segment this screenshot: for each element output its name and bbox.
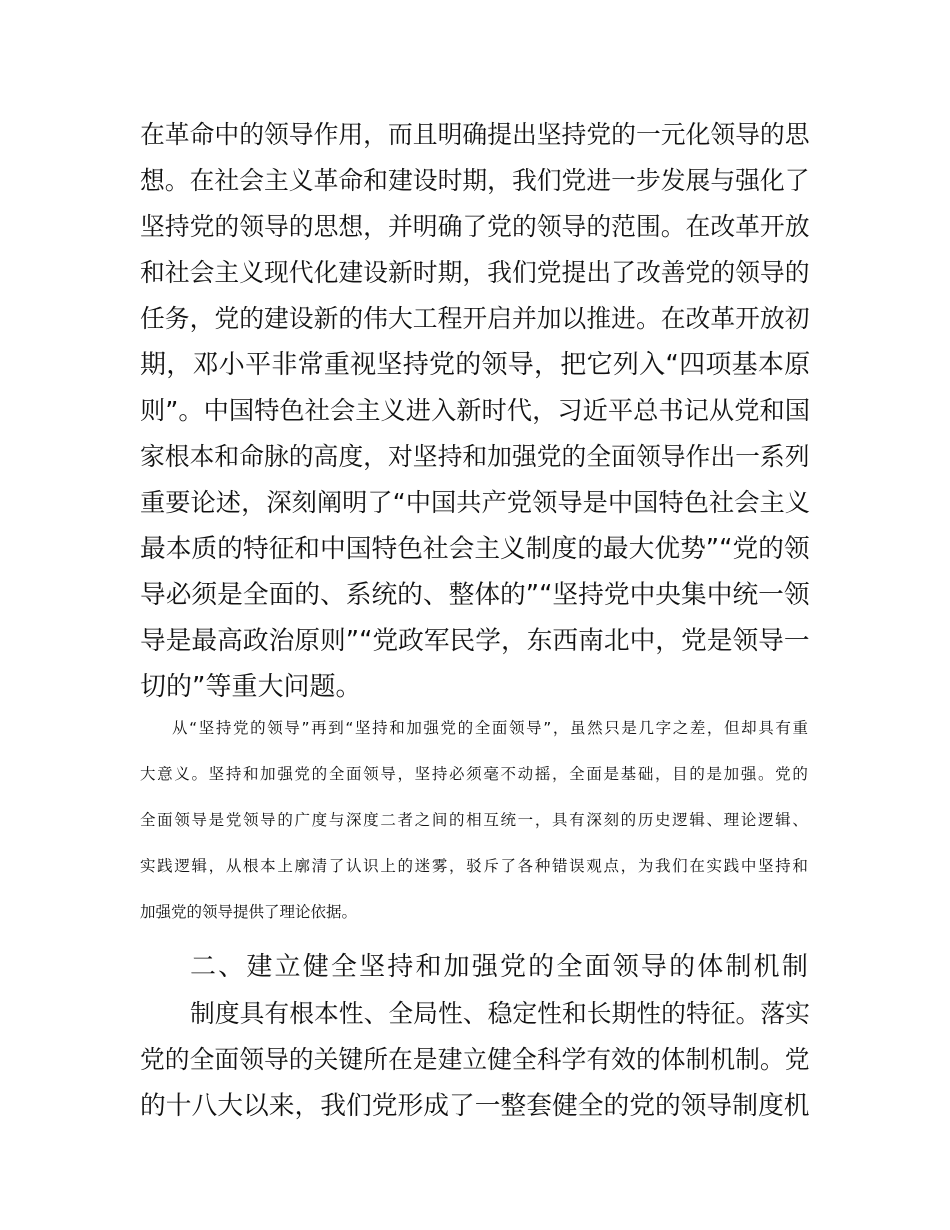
paragraph-2-line-5: 加强党的领导提供了理论依据。 [140, 903, 358, 921]
paragraph-2-line-3: 全面领导是党领导的广度与深度二者之间的相互统一，具有深刻的历史逻辑、理论逻辑、 [140, 811, 810, 829]
paragraph-2-line-2: 大意义。坚持和加强党的全面领导，坚持必须毫不动摇，全面是基础，目的是加强。党的 [140, 765, 810, 783]
paragraph-3-line-1: 制度具有根本性、全局性、稳定性和长期性的特征。落实 [190, 999, 810, 1028]
paragraph-1-line-2: 想。在社会主义革命和建设时期，我们党进一步发展与强化了 [140, 166, 810, 195]
section-heading: 二、建立健全坚持和加强党的全面领导的体制机制 [190, 952, 811, 982]
paragraph-1-line-10: 最本质的特征和中国特色社会主义制度的最大优势”“党的领 [140, 534, 810, 564]
paragraph-1-line-5: 任务，党的建设新的伟大工程开启并加以推进。在改革开放初 [140, 304, 810, 333]
paragraph-2-line-4: 实践逻辑，从根本上廓清了认识上的迷雾，驳斥了各种错误观点，为我们在实践中坚持和 [140, 857, 810, 875]
paragraph-1-line-9: 重要论述，深刻阐明了“中国共产党领导是中国特色社会主义 [140, 488, 810, 517]
paragraph-1-line-7: 则”。中国特色社会主义进入新时代，习近平总书记从党和国 [140, 396, 810, 425]
paragraph-1-line-4: 和社会主义现代化建设新时期，我们党提出了改善党的领导的 [140, 258, 810, 287]
paragraph-1-line-6: 期，邓小平非常重视坚持党的领导，把它列入“四项基本原 [140, 350, 811, 380]
paragraph-1-line-12: 导是最高政治原则”“党政军民学，东西南北中，党是领导一 [140, 626, 810, 656]
paragraph-1-line-1: 在革命中的领导作用，而且明确提出坚持党的一元化领导的思 [140, 120, 810, 149]
paragraph-1-line-13: 切的”等重大问题。 [140, 672, 362, 702]
paragraph-3-line-3: 的十八大以来，我们党形成了一整套健全的党的领导制度机 [140, 1091, 810, 1121]
paragraph-1-line-3: 坚持党的领导的思想，并明确了党的领导的范围。在改革开放 [140, 212, 810, 241]
paragraph-2-line-1: 从“坚持党的领导”再到“坚持和加强党的全面领导”，虽然只是几字之差，但却具有重 [172, 719, 810, 737]
paragraph-1-line-8: 家根本和命脉的高度，对坚持和加强党的全面领导作出一系列 [140, 442, 810, 471]
paragraph-3-line-2: 党的全面领导的关键所在是建立健全科学有效的体制机制。党 [140, 1045, 810, 1074]
paragraph-1-line-11: 导必须是全面的、系统的、整体的”“坚持党中央集中统一领 [140, 580, 810, 610]
